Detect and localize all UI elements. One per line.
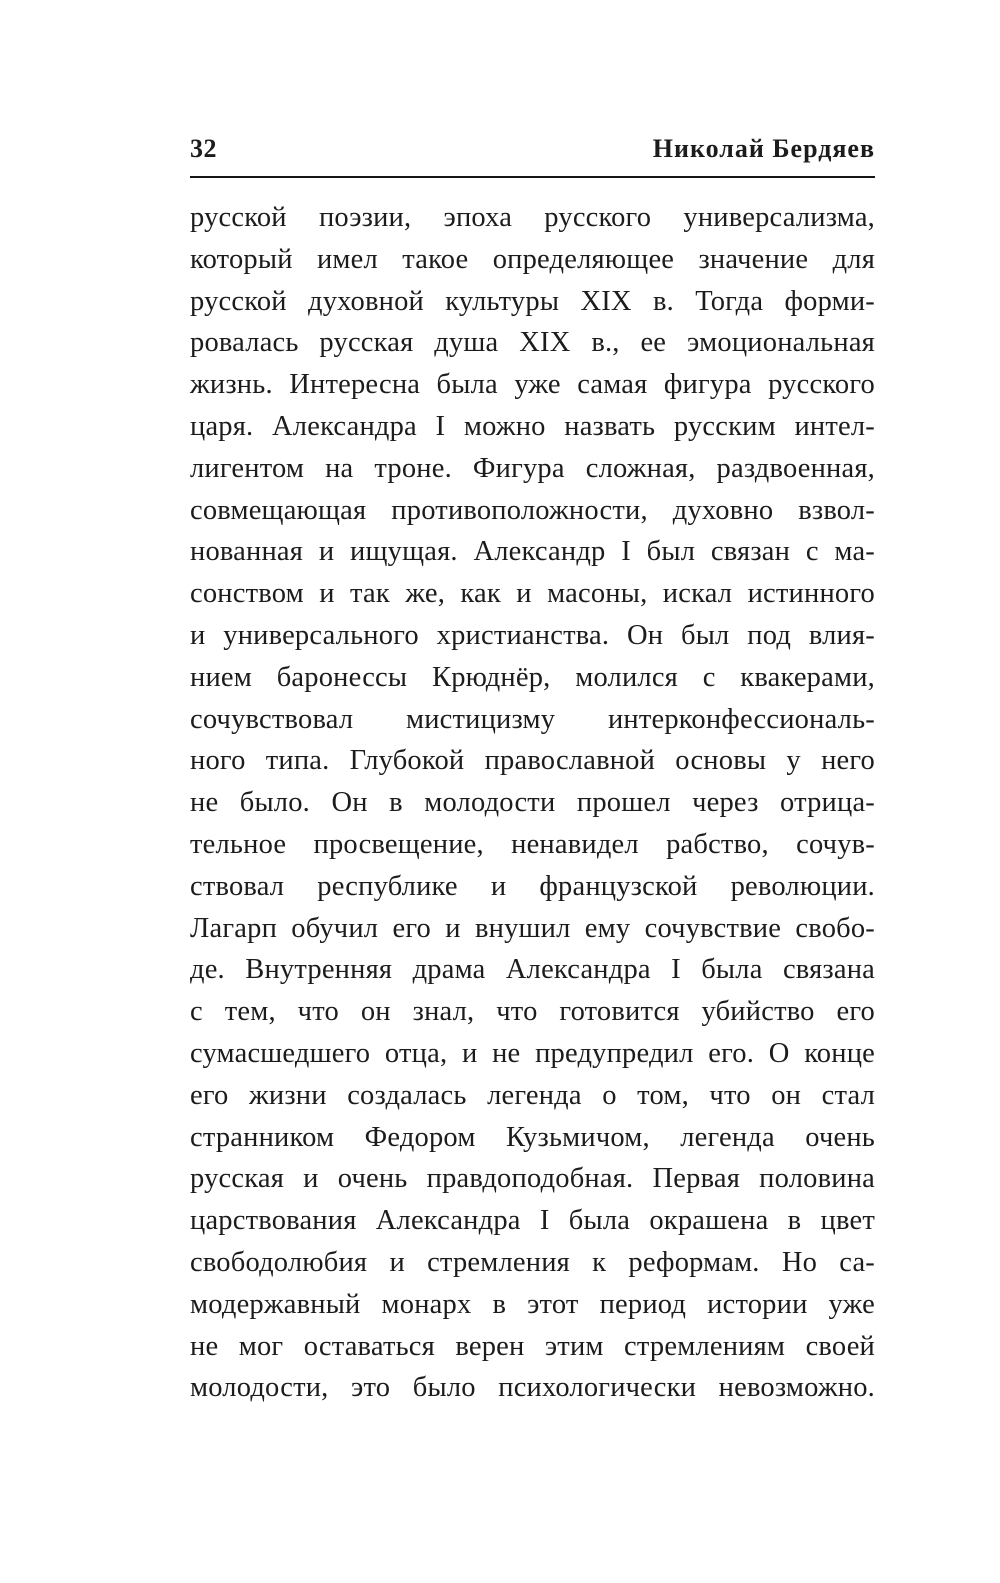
text-line: странником Федором Кузьмичом, легенда очень xyxy=(190,1121,875,1153)
text-line: не было. Он в молодости прошел через отрица- xyxy=(190,787,875,819)
text-line: который имел такое определяющее значение для xyxy=(190,243,875,275)
text-line: сумасшедшего отца, и не предупредил его. О конце xyxy=(190,1037,875,1069)
text-line: лигентом на троне. Фигура сложная, раздвоенная, xyxy=(190,452,875,484)
text-line: ствовал республике и французской революции. xyxy=(190,870,875,902)
text-line: ровалась русская душа XIX в., ее эмоциональная xyxy=(190,327,875,359)
text-line: царствования Александра I была окрашена в цвет xyxy=(190,1205,875,1237)
running-head xyxy=(190,134,875,178)
text-line: совмещающая противоположности, духовно взвол- xyxy=(190,494,875,526)
text-line: модержавный монарх в этот период истории уже xyxy=(190,1288,875,1320)
text-line: его жизни создалась легенда о том, что он стал xyxy=(190,1079,875,1111)
body-text xyxy=(190,197,875,1409)
text-line: русская и очень правдоподобная. Первая половина xyxy=(190,1163,875,1195)
text-line: царя. Александра I можно назвать русским интел- xyxy=(190,410,875,442)
text-line: с тем, что он знал, что готовится убийство его xyxy=(190,996,875,1028)
text-line: русской поэзии, эпоха русского универсализма, xyxy=(190,202,875,233)
page-number: 32 xyxy=(190,134,217,163)
text-line: молодости, это было психологически невозможно. xyxy=(190,1372,875,1404)
text-line: русской духовной культуры XIX в. Тогда форми- xyxy=(190,285,875,317)
author-name: Николай Бердяев xyxy=(652,134,875,163)
text-line: жизнь. Интересна была уже самая фигура русского xyxy=(190,369,875,401)
text-line: тельное просвещение, ненавидел рабство, сочув- xyxy=(190,828,875,860)
text-line: де. Внутренняя драма Александра I была связана xyxy=(190,954,875,986)
text-line: нованная и ищущая. Александр I был связан с ма- xyxy=(190,536,875,568)
text-line: ного типа. Глубокой православной основы у него xyxy=(190,745,875,777)
text-line: свободолюбия и стремления к реформам. Но са- xyxy=(190,1246,875,1278)
text-line: Лагарп обучил его и внушил ему сочувствие свобо- xyxy=(190,912,875,944)
text-line: сонством и так же, как и масоны, искал истинного xyxy=(190,578,875,610)
text-line: и универсального христианства. Он был под влия- xyxy=(190,619,875,651)
text-line: сочувствовал мистицизму интерконфессиональ- xyxy=(190,703,875,735)
text-line: не мог оставаться верен этим стремлениям своей xyxy=(190,1330,875,1362)
text-line: нием баронессы Крюднёр, молился с квакерами, xyxy=(190,661,875,693)
